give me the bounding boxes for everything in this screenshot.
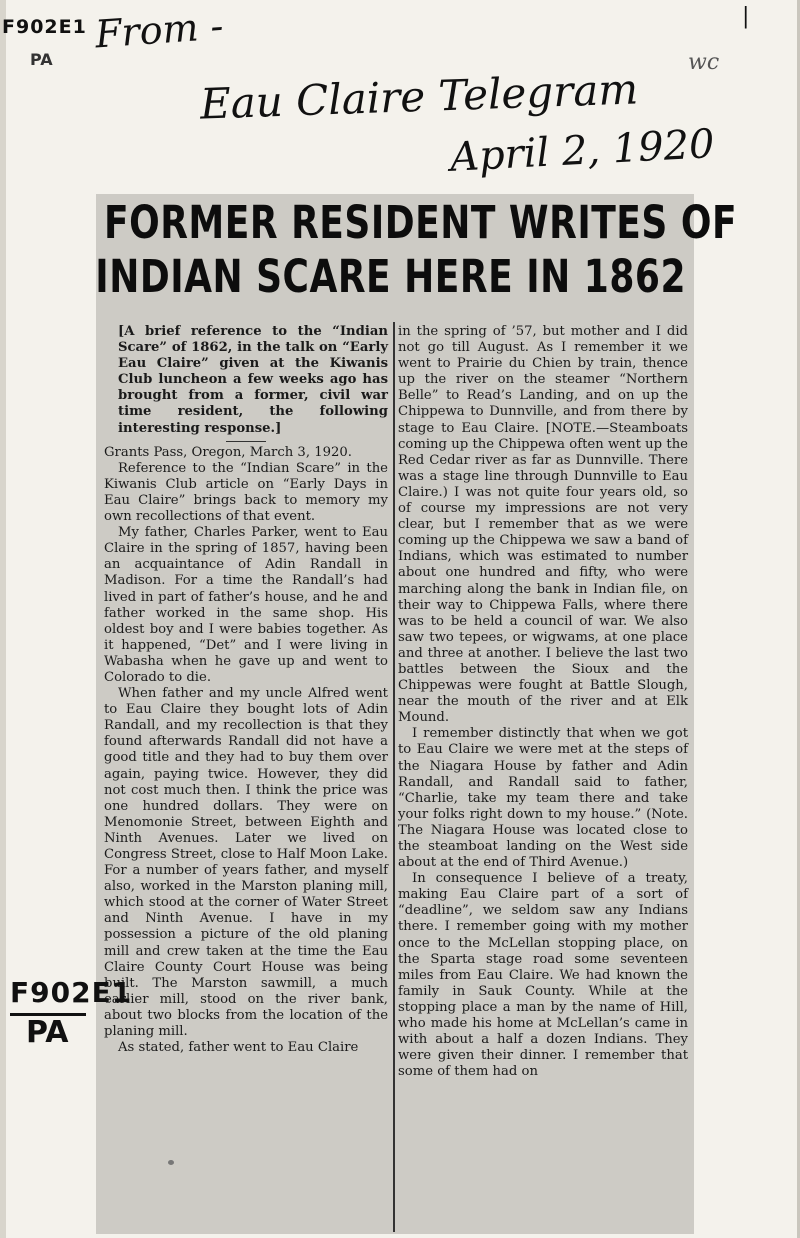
- catalog-stamp-side: F902E1: [10, 976, 133, 1009]
- article-column-left: [104, 324, 388, 1056]
- paragraph: in the spring of ’57, but mother and I did not go till August. As I remember it we went to Prairie du Chien by train, thence up the river on the steamer “Northern Belle” to Read’s Landing, and on up the Chippewa to Dunnville, and from there by stage to Eau Claire. [NOTE.—Steamboats coming up the Chippewa often went up the Red Cedar river as far as Dunnville. There was a stage line through Dunnville to Eau Claire.) I was not quite four years old, so of course my impressions are not very clear, but I remember that as we were coming up the Chippewa we saw a band of Indians, which was estimated to number about one hundred and fifty, who were marching along the bank in Indian file, on their way to Chippewa Falls, where there was to be held a council of war. We also saw two tepees, or wigwams, at one place and three at another. I believe the last two battles between the Sioux and the Chippewas were fought at Battle Slough, near the mouth of the river and at Elk Mound.: [398, 324, 688, 726]
- headline-line-1: FORMER RESIDENT WRITES OF: [104, 198, 738, 250]
- corner-tick-mark: |: [742, 4, 750, 29]
- article-column-right: [398, 324, 688, 1080]
- handwritten-newspaper-name: Eau Claire Telegram: [199, 64, 639, 129]
- catalog-stamp-side-sub: PA: [26, 1015, 69, 1050]
- paragraph: Reference to the “Indian Scare” in the Kiwanis Club article on “Early Days in Eau Claire” brings back to memory my own recollections of that event.: [104, 460, 388, 525]
- catalog-stamp-top-sub: PA: [30, 50, 53, 69]
- dateline: Grants Pass, Oregon, March 3, 1920.: [104, 444, 352, 460]
- column-divider: [393, 322, 395, 1232]
- paragraph: My father, Charles Parker, went to Eau Claire in the spring of 1857, having been an acquaintance of Adin Randall in Madison. For a time the Randall’s had lived in part of father’s house, and he and father worked in the same shop. His oldest boy and I were babies together. As it happened, “Det” and I were living in Wabasha when he gave up and went to Colorado to die.: [104, 525, 388, 685]
- article-headline: [95, 198, 738, 313]
- paragraph: I remember distinctly that when we got to Eau Claire we were met at the steps of the Niagara House by father and Adin Randall, and Randall said to father, “Charlie, take my team there and take your folks right down to my house.” (Note. The Niagara House was located close to the steamboat landing on the West side about at the end of Third Avenue.): [398, 726, 688, 871]
- scan-smudge: [168, 1160, 174, 1165]
- intro-divider: [226, 441, 266, 442]
- headline-line-2: INDIAN SCARE HERE IN 1862: [95, 252, 686, 304]
- handwritten-from: From -: [93, 3, 225, 57]
- scan-edge-left: [0, 0, 6, 1238]
- catalog-stamp-top: F902E1: [2, 16, 87, 38]
- paragraph: When father and my uncle Alfred went to Eau Claire they bought lots of Adin Randall, and my recollection is that they found afterwards Randall did not have a good title and they had to buy them over again, paying twice. However, they did not cost much then. I think the price was one hundred dollars. They were on Menomonie Street, between Eighth and Ninth Avenues. Later we lived on Congress Street, close to Half Moon Lake. For a number of years father, and myself also, worked in the Marston planing mill, which stood at the corner of Water Street and Ninth Avenue. I have in my possession a picture of the old planing mill and crew taken at the time the Eau Claire County Court House was being built. The Marston sawmill, a much earlier mill, stood on the river bank, about two blocks from the location of the planing mill.: [104, 686, 388, 1040]
- paragraph: As stated, father went to Eau Claire: [118, 1040, 359, 1056]
- handwritten-corner-mark: wc: [688, 50, 720, 75]
- editor-intro: [A brief reference to the “Indian Scare” of 1862, in the talk on “Early Eau Claire” given at the Kiwanis Club luncheon a few weeks ago has brought from a former, civil war time resident, the following interesting response.]: [118, 324, 388, 436]
- handwritten-date: April 2, 1920: [448, 121, 716, 181]
- paragraph: In consequence I believe of a treaty, making Eau Claire part of a sort of “deadline”, we seldom saw any Indians there. I remember going with my mother once to the McLellan stopping place, on the Sparta stage road some seventeen miles from Eau Claire. We had known the family in Sauk County. While at the stopping place a man by the name of Hill, who made his home at McLellan’s came in with about a half a dozen Indians. They were given their dinner. I remember that some of them had on: [398, 871, 688, 1080]
